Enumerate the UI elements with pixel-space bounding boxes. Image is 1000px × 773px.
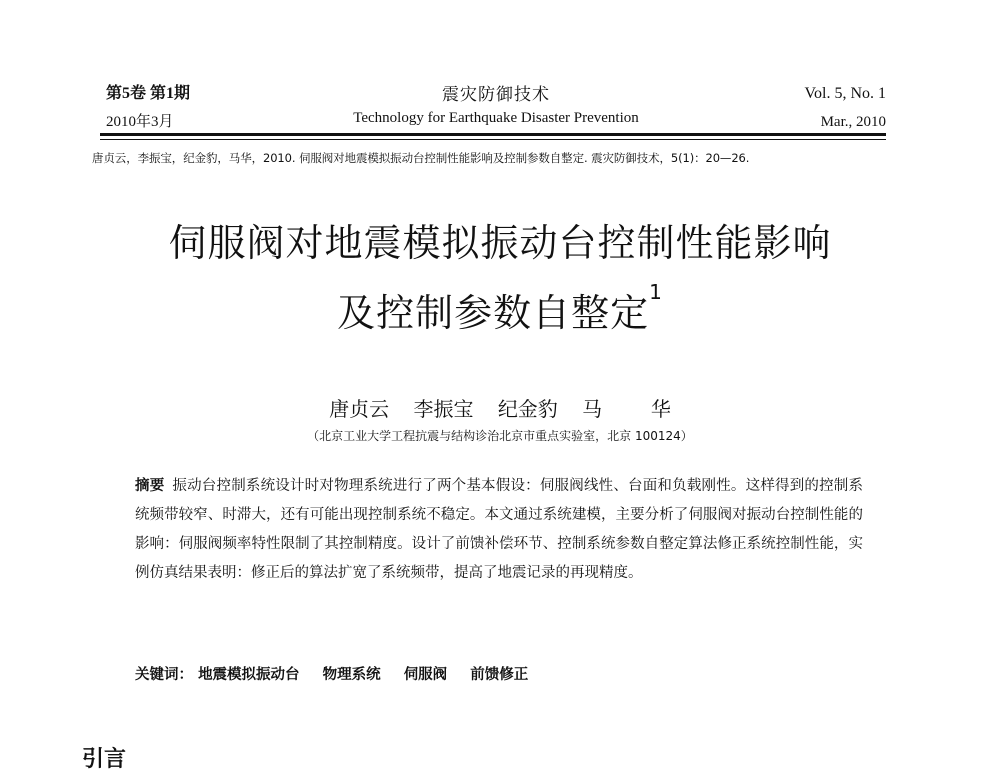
- affiliation: （北京工业大学工程抗震与结构诊治北京市重点实验室，北京 100124）: [307, 429, 693, 443]
- paper-title-line-1: 伺服阀对地震模拟振动台控制性能影响: [168, 221, 832, 265]
- volume-issue-cn: 第5卷 第1期: [106, 85, 191, 102]
- journal-name-cn: 震灾防御技术: [442, 85, 550, 104]
- citation-line: 唐贞云，李振宝，纪金豹，马华，2010. 伺服阀对地震模拟振动台控制性能影响及控制参数自整定. 震灾防御技术，5(1)：20—26.: [92, 151, 750, 165]
- keyword: 物理系统: [322, 667, 381, 683]
- header-rule-thick: [100, 133, 886, 136]
- title-footnote-mark: 1: [649, 280, 663, 304]
- paper-title-line-2-text: 及控制参数自整定: [337, 291, 650, 335]
- volume-issue-en: Vol. 5, No. 1: [804, 85, 886, 102]
- author-list: [0, 393, 1000, 422]
- author-name: 唐贞云: [329, 397, 390, 421]
- keyword: 伺服阀: [403, 667, 448, 683]
- paper-title-line-2: [0, 282, 1000, 337]
- abstract-text: 振动台控制系统设计时对物理系统进行了两个基本假设：伺服阀线性、台面和负载刚性。这样得到的控制系统频带较窄、时滞大，还有可能出现控制系统不稳定。本文通过系统建模，主要分析了伺服阀对振动台控制性能的影响：伺服阀频率特性限制了其控制精度。设计了前馈补偿环节、控制系统参数自整定算法修正系统控制性能，实例仿真结果表明：修正后的算法扩宽了系统频带，提高了地震记录的再现精度。: [135, 478, 864, 581]
- journal-name-en: Technology for Earthquake Disaster Prevention: [353, 110, 639, 126]
- header-rule-thin: [100, 139, 886, 140]
- publication-date-en: Mar., 2010: [820, 114, 886, 130]
- header-row-2: [106, 110, 886, 131]
- keyword: 前馈修正: [470, 667, 529, 683]
- keywords: [135, 663, 546, 684]
- author-name: 李振宝: [413, 397, 474, 421]
- keyword: 地震模拟振动台: [198, 667, 300, 683]
- keywords-label: 关键词：: [135, 667, 193, 683]
- header-row-1: [106, 80, 886, 103]
- author-name: 纪金豹: [497, 397, 558, 421]
- author-name: 马 华: [582, 397, 671, 421]
- abstract-label: 摘要: [135, 478, 165, 494]
- abstract: [135, 472, 863, 588]
- section-heading-introduction: 引言: [82, 747, 127, 772]
- publication-date-cn: 2010年3月: [106, 114, 174, 130]
